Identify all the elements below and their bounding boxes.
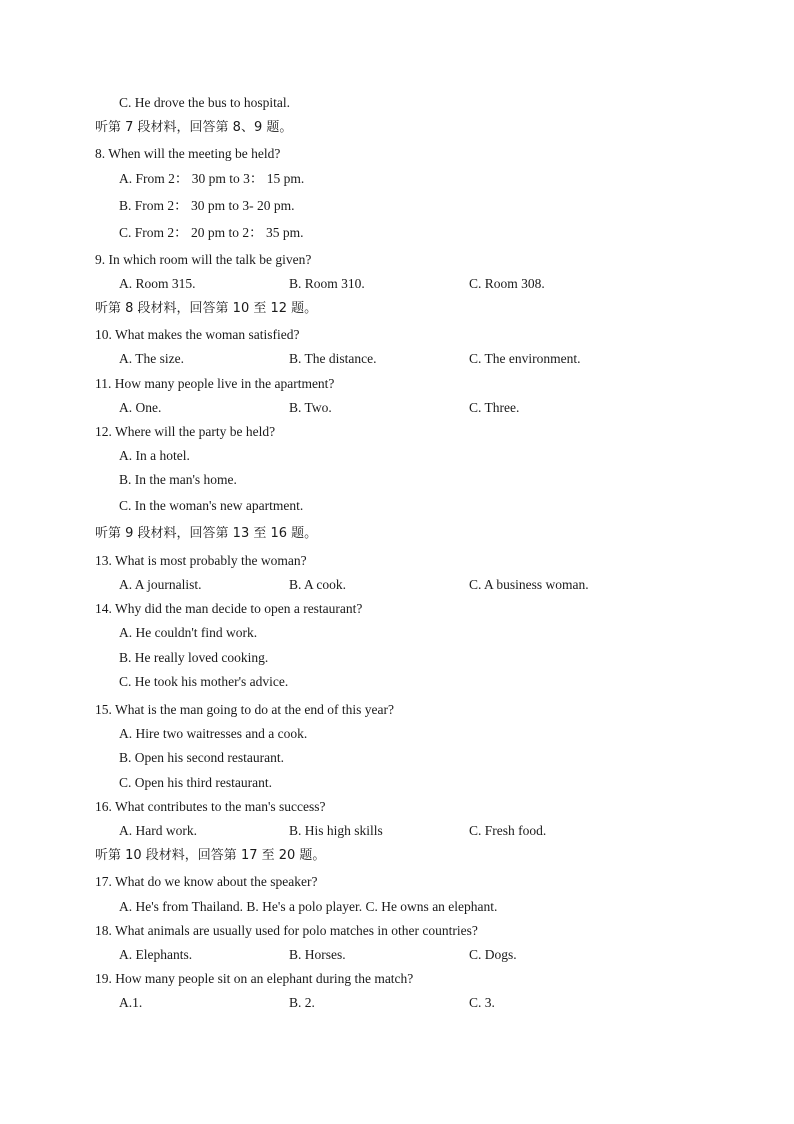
option-19c: C. 3. xyxy=(469,995,495,1010)
option-14a: A. He couldn't find work. xyxy=(119,625,258,640)
option-12a: A. In a hotel. xyxy=(119,448,190,463)
question-19: 19. How many people sit on an elephant during the match? xyxy=(95,971,414,986)
option-9c: C. Room 308. xyxy=(469,276,545,291)
option-15b: B. Open his second restaurant. xyxy=(119,750,284,765)
section-heading-8: 听第 8 段材料，回答第 10 至 12 题。 xyxy=(95,301,318,316)
option-14c: C. He took his mother's advice. xyxy=(119,674,289,689)
option-8a: A. From 2： 30 pm to 3： 15 pm. xyxy=(119,171,305,186)
options-17: A. He's from Thailand. B. He's a polo player. C. He owns an elephant. xyxy=(119,899,498,914)
option-15a: A. Hire two waitresses and a cook. xyxy=(119,726,308,741)
option-8b: B. From 2： 30 pm to 3- 20 pm. xyxy=(119,198,295,213)
question-8: 8. When will the meeting be held? xyxy=(95,146,281,161)
option-16c: C. Fresh food. xyxy=(469,823,547,838)
option-18a: A. Elephants. xyxy=(119,947,193,962)
option-12c: C. In the woman's new apartment. xyxy=(119,498,304,513)
question-10: 10. What makes the woman satisfied? xyxy=(95,327,300,342)
option-12b: B. In the man's home. xyxy=(119,472,237,487)
question-15: 15. What is the man going to do at the end of this year? xyxy=(95,702,394,717)
question-14: 14. Why did the man decide to open a restaurant? xyxy=(95,601,363,616)
option-19a: A.1. xyxy=(119,995,143,1010)
option-14b: B. He really loved cooking. xyxy=(119,650,269,665)
option-11c: C. Three. xyxy=(469,400,520,415)
section-heading-9: 听第 9 段材料，回答第 13 至 16 题。 xyxy=(95,526,318,541)
question-9: 9. In which room will the talk be given? xyxy=(95,252,312,267)
question-17: 17. What do we know about the speaker? xyxy=(95,874,318,889)
option-13b: B. A cook. xyxy=(289,577,347,592)
option-11a: A. One. xyxy=(119,400,162,415)
option-9a: A. Room 315. xyxy=(119,276,196,291)
question-18: 18. What animals are usually used for polo matches in other countries? xyxy=(95,923,478,938)
option-16a: A. Hard work. xyxy=(119,823,197,838)
option-10a: A. The size. xyxy=(119,351,184,366)
option-13a: A. A journalist. xyxy=(119,577,202,592)
option-11b: B. Two. xyxy=(289,400,332,415)
option-13c: C. A business woman. xyxy=(469,577,589,592)
question-12: 12. Where will the party be held? xyxy=(95,424,276,439)
question-13: 13. What is most probably the woman? xyxy=(95,553,307,568)
option-10c: C. The environment. xyxy=(469,351,581,366)
question-11: 11. How many people live in the apartment? xyxy=(95,376,335,391)
option-18c: C. Dogs. xyxy=(469,947,517,962)
section-heading-10: 听第 10 段材料，回答第 17 至 20 题。 xyxy=(95,848,326,863)
section-heading-7: 听第 7 段材料，回答第 8、9 题。 xyxy=(95,120,293,135)
option-18b: B. Horses. xyxy=(289,947,346,962)
option-15c: C. Open his third restaurant. xyxy=(119,775,272,790)
option-19b: B. 2. xyxy=(289,995,315,1010)
option-16b: B. His high skills xyxy=(289,823,383,838)
option-7c: C. He drove the bus to hospital. xyxy=(119,95,290,110)
option-10b: B. The distance. xyxy=(289,351,377,366)
option-9b: B. Room 310. xyxy=(289,276,365,291)
option-8c: C. From 2： 20 pm to 2： 35 pm. xyxy=(119,225,304,240)
question-16: 16. What contributes to the man's success? xyxy=(95,799,326,814)
